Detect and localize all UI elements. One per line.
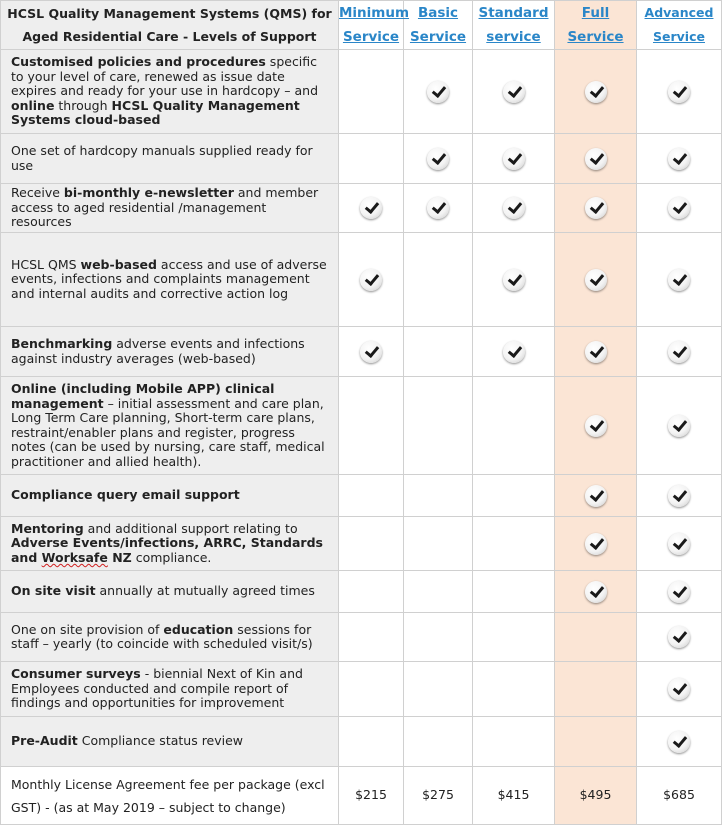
feature-text: On site visit xyxy=(11,583,96,599)
cell-full xyxy=(555,134,637,184)
checkmark-icon xyxy=(427,197,449,219)
cell-advanced xyxy=(637,717,722,767)
feature-description xyxy=(1,662,339,717)
feature-description xyxy=(1,184,339,233)
column-header-basic[interactable] xyxy=(404,1,473,50)
checkmark-icon xyxy=(585,269,607,291)
checkmark-icon xyxy=(360,197,382,219)
checkmark-icon xyxy=(585,415,607,437)
cell-advanced xyxy=(637,613,722,662)
feature-description xyxy=(1,717,339,767)
cell-advanced xyxy=(637,571,722,613)
feature-text: web-based xyxy=(80,256,157,272)
cell-basic xyxy=(404,571,473,613)
cell-basic xyxy=(404,517,473,571)
feature-description xyxy=(1,233,339,327)
cell-minimum xyxy=(339,517,404,571)
price-full: $495 xyxy=(555,767,637,825)
feature-text: education xyxy=(163,621,234,637)
checkmark-icon xyxy=(668,626,690,648)
checkmark-icon xyxy=(503,197,525,219)
cell-advanced xyxy=(637,517,722,571)
basic-service-link[interactable]: Basic Service xyxy=(409,5,467,45)
cell-full xyxy=(555,377,637,475)
checkmark-icon xyxy=(585,581,607,603)
cell-minimum xyxy=(339,377,404,475)
cell-full xyxy=(555,662,637,717)
cell-full xyxy=(555,233,637,327)
price-minimum: $215 xyxy=(339,767,404,825)
full-service-link[interactable]: Full Service xyxy=(567,5,624,45)
feature-text: Compliance status review xyxy=(77,733,244,749)
cell-minimum xyxy=(339,475,404,517)
cell-minimum xyxy=(339,233,404,327)
feature-row xyxy=(1,717,722,767)
feature-row xyxy=(1,517,722,571)
checkmark-icon xyxy=(668,148,690,170)
feature-text: bi-monthly e-newsletter xyxy=(63,185,234,201)
feature-text: HCSL QMS xyxy=(11,256,81,272)
column-header-minimum[interactable] xyxy=(339,1,410,50)
feature-row xyxy=(1,327,722,377)
feature-text: Receive xyxy=(11,185,64,201)
checkmark-icon xyxy=(503,341,525,363)
checkmark-icon xyxy=(668,533,690,555)
price-basic: $275 xyxy=(404,767,473,825)
feature-text: through xyxy=(54,97,112,113)
feature-text: Customised policies and procedures xyxy=(11,54,266,70)
checkmark-icon xyxy=(360,269,382,291)
cell-advanced xyxy=(637,475,722,517)
checkmark-icon xyxy=(668,81,690,103)
cell-standard xyxy=(473,50,555,134)
feature-text: Pre-Audit xyxy=(11,733,78,749)
price-standard: $415 xyxy=(473,767,555,825)
cell-minimum xyxy=(339,184,404,233)
column-header-advanced[interactable] xyxy=(637,1,722,50)
feature-text: One on site provision of xyxy=(11,621,164,637)
cell-standard xyxy=(473,717,555,767)
checkmark-icon xyxy=(668,341,690,363)
checkmark-icon xyxy=(668,197,690,219)
feature-text: and additional support relating to xyxy=(83,520,298,536)
checkmark-icon xyxy=(668,485,690,507)
feature-description xyxy=(1,377,339,475)
price-label: Monthly License Agreement fee per package (excl GST) - (as at May 2019 – subject to change) xyxy=(1,767,339,825)
feature-row xyxy=(1,50,722,134)
cell-full xyxy=(555,475,637,517)
checkmark-icon xyxy=(585,81,607,103)
cell-full xyxy=(555,50,637,134)
feature-text: NZ xyxy=(107,549,132,565)
checkmark-icon xyxy=(585,197,607,219)
cell-standard xyxy=(473,475,555,517)
feature-text: Benchmarking xyxy=(11,336,113,351)
feature-row xyxy=(1,571,722,613)
table-title xyxy=(1,1,339,50)
feature-description xyxy=(1,50,339,134)
price-advanced: $685 xyxy=(637,767,722,825)
cell-advanced xyxy=(637,327,722,377)
checkmark-icon xyxy=(360,341,382,363)
feature-text: HCSL Quality Management Systems cloud-based xyxy=(11,97,300,128)
cell-basic xyxy=(404,184,473,233)
cell-advanced xyxy=(637,134,722,184)
feature-row xyxy=(1,662,722,717)
feature-description xyxy=(1,571,339,613)
column-header-standard[interactable] xyxy=(473,1,555,50)
feature-text: adverse events and infections against industry averages (web-based) xyxy=(11,336,305,366)
feature-text: and member access to aged residential /management resources xyxy=(11,185,319,230)
feature-row xyxy=(1,475,722,517)
checkmark-icon xyxy=(427,81,449,103)
cell-standard xyxy=(473,613,555,662)
feature-text: One set of hardcopy manuals supplied ready for use xyxy=(11,143,313,173)
advanced-service-link[interactable]: Advanced Service xyxy=(644,5,714,44)
cell-standard xyxy=(473,377,555,475)
feature-description xyxy=(1,475,339,517)
feature-text: Mentoring xyxy=(11,520,84,536)
cell-standard xyxy=(473,571,555,613)
cell-minimum xyxy=(339,50,404,134)
cell-basic xyxy=(404,233,473,327)
cell-minimum xyxy=(339,613,404,662)
checkmark-icon xyxy=(585,485,607,507)
feature-text: sessions for staff – yearly (to coincide with scheduled visit/s) xyxy=(11,621,313,651)
feature-text: Online (including Mobile APP) clinical management xyxy=(11,381,275,411)
cell-basic xyxy=(404,377,473,475)
checkmark-icon xyxy=(503,81,525,103)
feature-description xyxy=(1,517,339,571)
checkmark-icon xyxy=(503,269,525,291)
cell-basic xyxy=(404,475,473,517)
checkmark-icon xyxy=(668,581,690,603)
feature-row xyxy=(1,613,722,662)
feature-text: specific to your level of care, renewed as issue date expires and ready for your use in hardcopy – and xyxy=(11,54,319,99)
standard-service-link[interactable]: Standard service xyxy=(478,5,549,45)
feature-row xyxy=(1,233,722,327)
cell-standard xyxy=(473,184,555,233)
feature-text: online xyxy=(11,97,55,113)
cell-standard xyxy=(473,233,555,327)
cell-advanced xyxy=(637,377,722,475)
cell-advanced xyxy=(637,50,722,134)
table-title-line1: HCSL Quality Management Systems (QMS) for xyxy=(7,6,332,21)
cell-minimum xyxy=(339,327,404,377)
checkmark-icon xyxy=(668,415,690,437)
checkmark-icon xyxy=(585,533,607,555)
cell-standard xyxy=(473,134,555,184)
cell-full xyxy=(555,613,637,662)
cell-minimum xyxy=(339,571,404,613)
cell-full xyxy=(555,717,637,767)
feature-text: Worksafe xyxy=(41,549,108,565)
feature-text: - biennial Next of Kin and Employees conducted and compile report of findings and opportunities for improvement xyxy=(11,666,303,711)
cell-full xyxy=(555,571,637,613)
price-row xyxy=(1,767,722,825)
checkmark-icon xyxy=(503,148,525,170)
feature-row xyxy=(1,184,722,233)
feature-text: Consumer surveys xyxy=(11,666,141,682)
feature-description xyxy=(1,134,339,184)
cell-minimum xyxy=(339,662,404,717)
feature-text: Compliance query email support xyxy=(11,487,240,503)
cell-standard xyxy=(473,517,555,571)
cell-basic xyxy=(404,134,473,184)
cell-basic xyxy=(404,327,473,377)
cell-minimum xyxy=(339,134,404,184)
column-header-full[interactable] xyxy=(555,1,637,50)
cell-standard xyxy=(473,327,555,377)
cell-basic xyxy=(404,717,473,767)
cell-basic xyxy=(404,50,473,134)
checkmark-icon xyxy=(585,148,607,170)
checkmark-icon xyxy=(668,731,690,753)
table-title-line2: Aged Residential Care - Levels of Support xyxy=(22,29,317,44)
minimum-service-link[interactable]: Minimum Service xyxy=(339,5,410,45)
cell-advanced xyxy=(637,662,722,717)
feature-row xyxy=(1,134,722,184)
cell-basic xyxy=(404,662,473,717)
cell-full xyxy=(555,327,637,377)
checkmark-icon xyxy=(668,269,690,291)
feature-row xyxy=(1,377,722,475)
cell-full xyxy=(555,184,637,233)
feature-description xyxy=(1,613,339,662)
feature-text: – initial assessment and care plan, Long Term Care planning, Short-term care plans, restraint/enabler plans and register, progress notes (can be used by nursing, care staff, medical practitioner and allied health). xyxy=(11,395,325,469)
header-row xyxy=(1,1,722,50)
cell-basic xyxy=(404,613,473,662)
cell-advanced xyxy=(637,233,722,327)
feature-text: annually at mutually agreed times xyxy=(95,583,315,599)
feature-text: access and use of adverse events, infections and complaints management and internal audits and corrective action log xyxy=(11,256,327,301)
feature-text: compliance. xyxy=(131,549,212,565)
feature-description xyxy=(1,327,339,377)
cell-standard xyxy=(473,662,555,717)
cell-advanced xyxy=(637,184,722,233)
cell-full xyxy=(555,517,637,571)
checkmark-icon xyxy=(585,341,607,363)
checkmark-icon xyxy=(668,678,690,700)
cell-minimum xyxy=(339,717,404,767)
feature-text: Adverse Events/infections, ARRC, Standards and xyxy=(11,535,323,565)
checkmark-icon xyxy=(427,148,449,170)
